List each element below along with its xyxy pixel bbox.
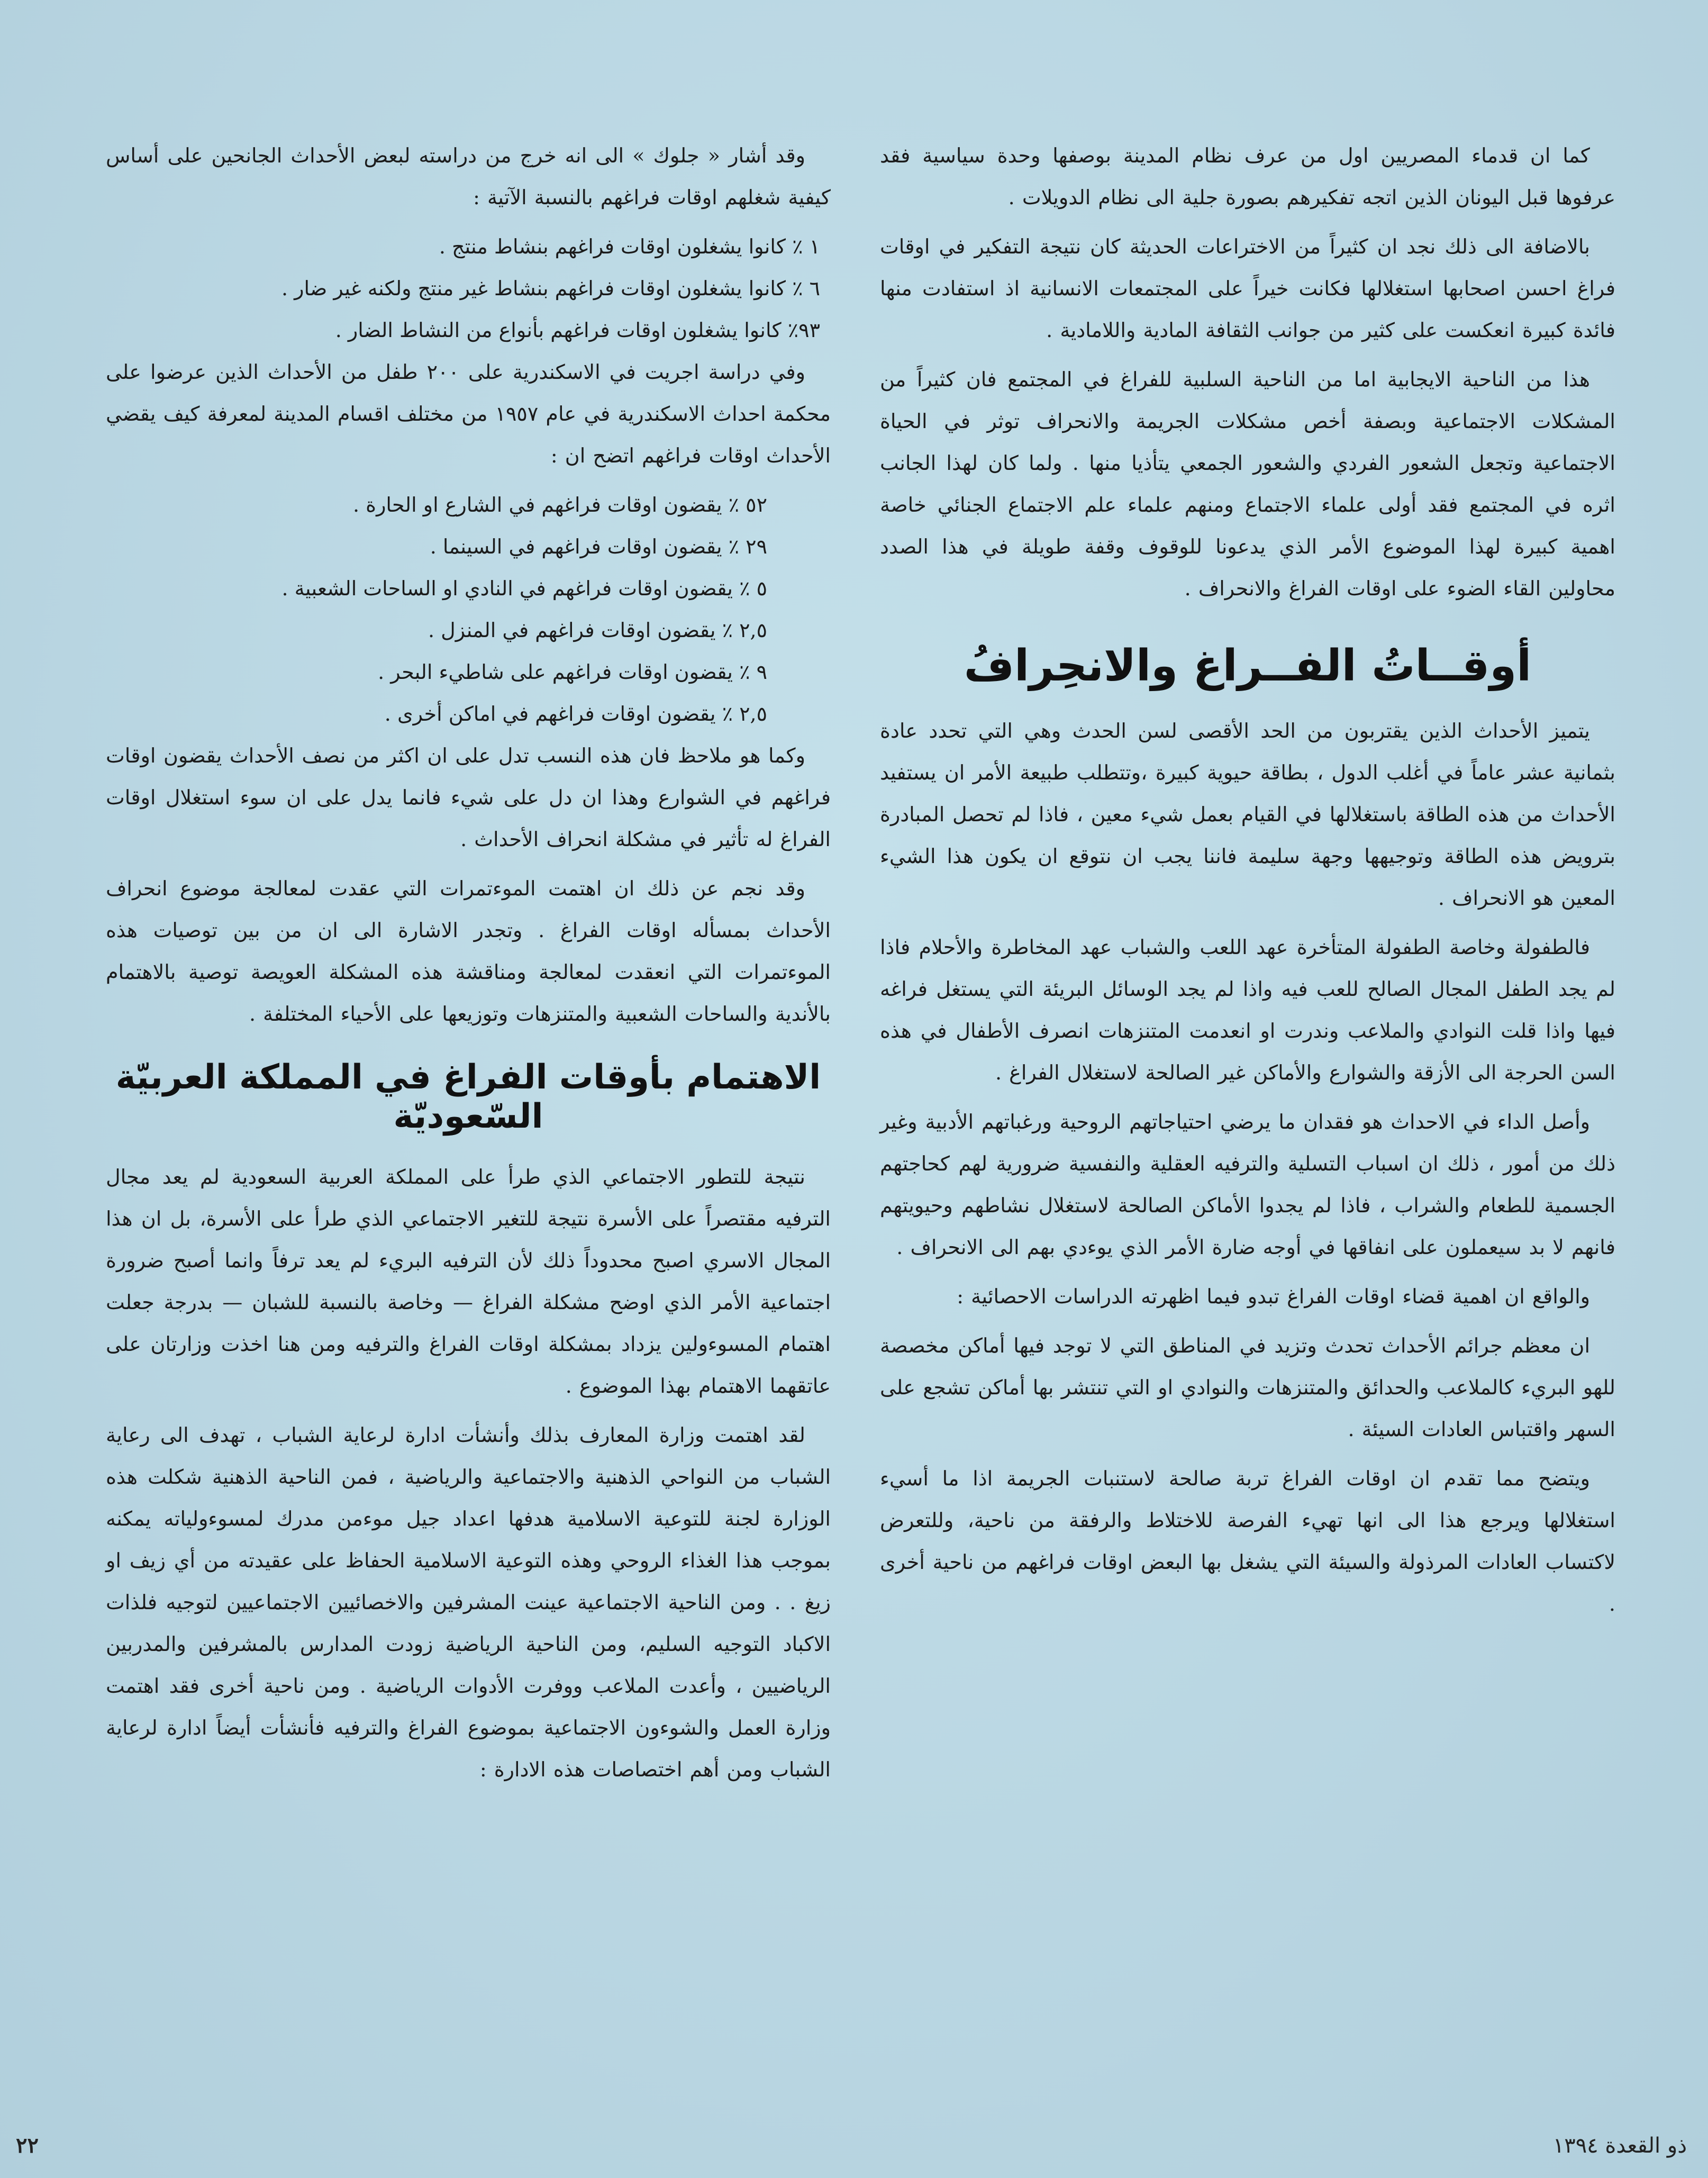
- paragraph: لقد اهتمت وزارة المعارف بذلك وأنشأت ادارة لرعاية الشباب ، تهدف الى رعاية الشباب من النواحي الذهنية والاجتماعية والرياضية ، فمن الناحية الذهنية شكلت هذه الوزارة لجنة للتوعية الاسلامية هدفها اعداد جيل موءمن مدرك لمسوءولياته يمكنه بموجب هذا الغذاء الروحي وهذه التوعية الاسلامية الحفاظ على عقيدته من أي زيف او زيغ . . ومن الناحية الاجتماعية عينت المشرفين والاخصائيين الاجتماعيين لتوجيه فلذات الاكباد التوجيه السليم، ومن الناحية الرياضية زودت المدارس بالمشرفين والمدربين الرياضيين ، وأعدت الملاعب ووفرت الأدوات الرياضية . ومن ناحية أخرى فقد اهتمت وزارة العمل والشوءون الاجتماعية بموضوع الفراغ والترفيه فأنشأت أيضاً ادارة لرعاية الشباب ومن أهم اختصاصات هذه الادارة :: [106, 1423, 831, 1782]
- statistic-item: ٩ ٪ يقضون اوقات فراغهم على شاطيء البحر .: [378, 660, 767, 684]
- page-number: ٢٢: [16, 2133, 39, 2158]
- paragraph: وقد أشار « جلوك » الى انه خرج من دراسته لبعض الأحداث الجانحين على أساس كيفية شغلهم اوقات فراغهم بالنسبة الآتية :: [106, 144, 831, 209]
- paragraph: نتيجة للتطور الاجتماعي الذي طرأ على المملكة العربية السعودية لم يعد مجال الترفيه مقتصراً على الأسرة نتيجة للتغير الاجتماعي الذي طرأ على الأسرة، بل ان هذا المجال الاسري اصبح محدوداً ذلك لأن الترفيه البريء لم يعد ترفاً وانما أصبح ضرورة اجتماعية الأمر الذي اوضح مشكلة الفراغ — وخاصة بالنسبة للشبان — بدرجة جعلت اهتمام المسوءولين يزداد بمشكلة اوقات الفراغ والترفيه ومن هنا اخذت وزارتان على عاتقهما الاهتمام بهذا الموضوع .: [106, 1165, 831, 1398]
- statistics-list-alexandria: [106, 484, 831, 735]
- paragraph: وفي دراسة اجريت في الاسكندرية على ٢٠٠ طفل من الأحداث الذين عرضوا على محكمة احداث الاسكندرية في عام ١٩٥٧ من مختلف اقسام المدينة لمعرفة كيف يقضي الأحداث اوقات فراغهم اتضح ان :: [106, 360, 831, 467]
- statistic-item: ٥٢ ٪ يقضون اوقات فراغهم في الشارع او الحارة .: [353, 493, 767, 516]
- paragraph: بالاضافة الى ذلك نجد ان كثيراً من الاختراعات الحديثة كان نتيجة التفكير في اوقات فراغ احسن اصحابها استغلالها فكانت خيراً على المجتمعات الانسانية اذ استفادت منها فائدة كبيرة انعكست على كثير من جوانب الثقافة المادية واللامادية .: [880, 235, 1615, 342]
- statistic-item: ٦ ٪ كانوا يشغلون اوقات فراغهم بنشاط غير منتج ولكنه غير ضار .: [281, 277, 820, 300]
- paragraph: كما ان قدماء المصريين اول من عرف نظام المدينة بوصفها وحدة سياسية فقد عرفوها قبل اليونان الذين اتجه تفكيرهم بصورة جلية الى نظام الدويلات .: [880, 144, 1615, 209]
- paragraph: ويتضح مما تقدم ان اوقات الفراغ تربة صالحة لاستنبات الجريمة اذا ما أسيء استغلالها ويرجع هذا الى انها تهيء الفرصة للاختلاط والرفقة من ناحية، وللتعرض لاكتساب العادات المرذولة والسيئة التي يشغل بها البعض اوقات فراغهم من ناحية أخرى .: [880, 1467, 1615, 1616]
- paragraph: هذا من الناحية الايجابية اما من الناحية السلبية للفراغ في المجتمع فان كثيراً من المشكلات الاجتماعية وبصفة أخص مشكلات الجريمة والانحراف توثر في الحياة الاجتماعية وتجعل الشعور الفردي والشعور الجمعي يتأذيا منها . ولما كان لهذا الجانب اثره في المجتمع فقد أولى علماء الاجتماع ومنهم علماء علم الاجتماع الجنائي خاصة اهمية كبيرة لهذا الموضوع الأمر الذي يدعونا للوقوف وقفة طويلة في هذا الصدد محاولين القاء الضوء على اوقات الفراغ والانحراف .: [880, 368, 1615, 600]
- paragraph: وقد نجم عن ذلك ان اهتمت الموءتمرات التي عقدت لمعالجة موضوع انحراف الأحداث بمسأله اوقات الفراغ . وتجدر الاشارة الى ان من بين توصيات هذه الموءتمرات التي انعقدت لمعالجة ومناقشة هذه المشكلة العويصة توصية بالاهتمام بالأندية والساحات الشعبية والمتنزهات وتوزيعها على الأحياء المختلفة .: [106, 877, 831, 1026]
- left-column: [106, 135, 831, 1798]
- statistic-item: ٢,٥ ٪ يقضون اوقات فراغهم في اماكن أخرى .: [384, 702, 767, 725]
- section-heading-saudi-arabia: الاهتمام بأوقات الفراغ في المملكة العربيّة السّعوديّة: [115, 1058, 821, 1136]
- paragraph: والواقع ان اهمية قضاء اوقات الفراغ تبدو فيما اظهرته الدراسات الاحصائية :: [957, 1285, 1590, 1309]
- issue-date: ذو القعدة ١٣٩٤: [1552, 2134, 1687, 2158]
- paragraph: ان معظم جرائم الأحداث تحدث وتزيد في المناطق التي لا توجد فيها أماكن مخصصة للهو البريء كالملاعب والحدائق والمتنزهات والنوادي او التي تنتشر بها أماكن تشجع على السهر واقتباس العادات السيئة .: [880, 1334, 1615, 1441]
- right-column: [880, 135, 1615, 1632]
- statistic-item: ٢,٥ ٪ يقضون اوقات فراغهم في المنزل .: [428, 619, 767, 642]
- statistics-list-glueck: [106, 226, 831, 351]
- paragraph: وأصل الداء في الاحداث هو فقدان ما يرضي احتياجاتهم الروحية ورغباتهم الأدبية وغير ذلك من أمور ، ذلك ان اسباب التسلية والترفيه العقلية والنفسية ضرورية لهم كحاجتهم الجسمية للطعام والشراب ، فاذا لم يجدوا الأماكن الصالحة لاستغلال نشاطهم وحيويتهم فانهم لا بد سيعملون على انفاقها في أوجه ضارة الأمر الذي يوءدي بهم الى الانحراف .: [880, 1110, 1615, 1259]
- statistic-item: ١ ٪ كانوا يشغلون اوقات فراغهم بنشاط منتج .: [439, 235, 820, 258]
- statistic-item: ٥ ٪ يقضون اوقات فراغهم في النادي او الساحات الشعبية .: [281, 577, 767, 600]
- statistic-item: ٢٩ ٪ يقضون اوقات فراغهم في السينما .: [430, 535, 767, 558]
- section-heading-leisure-delinquency: أوقــاتُ الفــراغ والانحِرافُ: [964, 641, 1532, 691]
- statistic-item: ٩٣٪ كانوا يشغلون اوقات فراغهم بأنواع من النشاط الضار .: [335, 319, 820, 342]
- paragraph: يتميز الأحداث الذين يقتربون من الحد الأقصى لسن الحدث وهي التي تحدد عادة بثمانية عشر عاماً في أغلب الدول ، بطاقة حيوية كبيرة ،وتتطلب طبيعة الأمر ان يستفيد الأحداث من هذه الطاقة باستغلالها في القيام بعمل شيء معين ، فاذا لم تحصل المبادرة بترويض هذه الطاقة وتوجيهها وجهة سليمة فاننا يجب ان نتوقع ان يكون هذا الشيء المعين هو الانحراف .: [880, 719, 1615, 910]
- paragraph: وكما هو ملاحظ فان هذه النسب تدل على ان اكثر من نصف الأحداث يقضون اوقات فراغهم في الشوارع وهذا ان دل على شيء فانما يدل على ان سوء استغلال اوقات الفراغ له تأثير في مشكلة انحراف الأحداث .: [106, 744, 831, 851]
- paragraph: فالطفولة وخاصة الطفولة المتأخرة عهد اللعب والشباب عهد المخاطرة والأحلام فاذا لم يجد الطفل المجال الصالح للعب فيه واذا لم يجد الوسائل البريئة التي يستغل فراغه فيها واذا قلت النوادي والملاعب وندرت او انعدمت المتنزهات انصرف الأطفال في هذه السن الحرجة الى الأزقة والشوارع والأماكن غير الصالحة لاستغلال الفراغ .: [880, 936, 1615, 1085]
